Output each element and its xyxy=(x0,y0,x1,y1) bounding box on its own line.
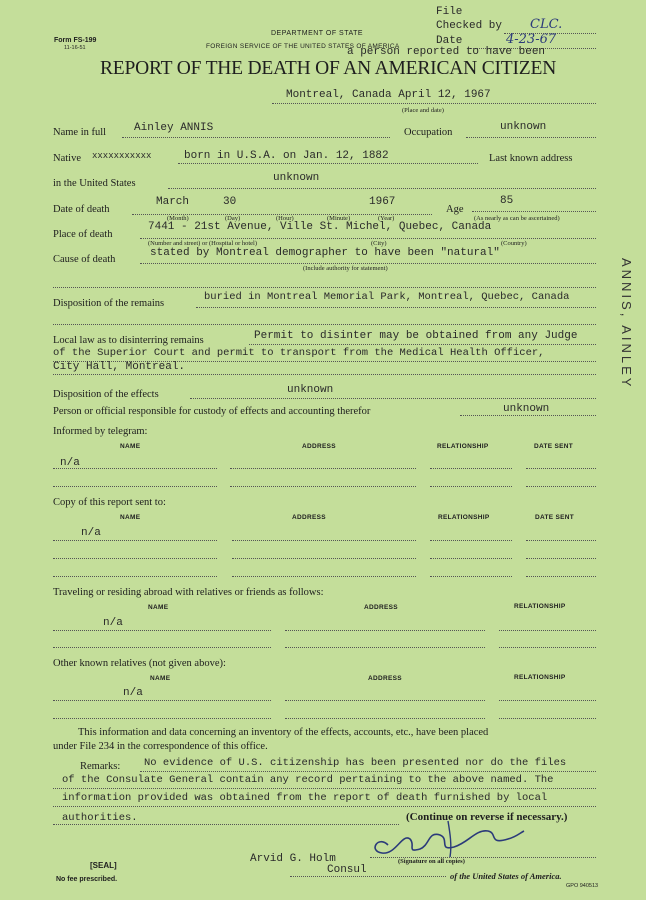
department: DEPARTMENT OF STATE xyxy=(271,30,364,37)
remarks-line-4: authorities. xyxy=(62,812,138,824)
occupation-line xyxy=(466,137,596,138)
occupation-value: unknown xyxy=(500,121,547,133)
traveling-label: Traveling or residing abroad with relatives or friends as follows: xyxy=(53,587,324,598)
fill-line xyxy=(499,630,596,631)
local-law-text-1: Permit to disinter may be obtained from any Judge xyxy=(254,330,578,342)
cause-of-death-line xyxy=(140,263,596,264)
custody-value: unknown xyxy=(503,403,550,415)
effects-value: unknown xyxy=(287,384,334,396)
native-label: Native xyxy=(53,153,81,164)
caption-minute: (Minute) xyxy=(327,215,351,222)
fill-line xyxy=(53,788,596,789)
signature-image xyxy=(358,815,528,861)
fill-line xyxy=(230,486,416,487)
fill-line xyxy=(53,468,217,469)
copy-col-address: ADDRESS xyxy=(292,514,326,521)
place-and-date: Montreal, Canada April 12, 1967 xyxy=(286,89,491,101)
name-line xyxy=(122,137,390,138)
in-us-label: in the United States xyxy=(53,178,136,189)
custody-label: Person or official responsible for custody of effects and accounting therefor xyxy=(53,406,371,417)
fill-line xyxy=(285,718,485,719)
traveling-col-name: NAME xyxy=(148,604,169,611)
age-label: Age xyxy=(446,204,464,215)
native-struck-text: xxxxxxxxxxx xyxy=(92,151,152,161)
traveling-na: n/a xyxy=(103,617,123,629)
remarks-line-1: No evidence of U.S. citizenship has been presented nor do the files xyxy=(144,757,567,769)
caption-year: (Year) xyxy=(378,215,395,222)
fill-line xyxy=(285,630,485,631)
cause-of-death-value: stated by Montreal demographer to have been "natural" xyxy=(150,247,500,259)
disposition-value: buried in Montreal Memorial Park, Montreal, Quebec, Canada xyxy=(204,291,570,303)
signer-name: Arvid G. Holm xyxy=(250,853,336,865)
effects-line xyxy=(190,398,596,399)
fill-line xyxy=(526,540,596,541)
caption-country: (Country) xyxy=(501,240,527,247)
info-line-1: This information and data concerning an inventory of the effects, accounts, etc., have been placed xyxy=(78,727,489,738)
place-of-death-value: 7441 - 21st Avenue, Ville St. Michel, Quebec, Canada xyxy=(148,221,492,233)
cause-of-death-label: Cause of death xyxy=(53,254,116,265)
signature-caption: (Signature on all copies) xyxy=(398,858,465,865)
fill-line xyxy=(53,486,217,487)
checked-date: 4-23-67 xyxy=(506,32,557,47)
occupation-label: Occupation xyxy=(404,127,453,138)
fill-line xyxy=(499,718,596,719)
page-title: REPORT OF THE DEATH OF AN AMERICAN CITIZEN xyxy=(100,58,557,79)
local-law-text-3: City Hall, Montreal. xyxy=(53,361,186,373)
disposition-extra-line xyxy=(53,324,596,325)
telegram-col-date-sent: DATE SENT xyxy=(534,443,574,450)
telegram-col-relationship: RELATIONSHIP xyxy=(437,443,489,450)
native-line xyxy=(178,163,478,164)
death-day: 30 xyxy=(223,196,237,208)
fill-line xyxy=(499,700,596,701)
fill-line xyxy=(232,576,416,577)
place-of-death-line xyxy=(140,238,596,239)
fill-line xyxy=(53,630,271,631)
fill-line xyxy=(230,468,416,469)
caption-age: (As nearly as can be ascertained) xyxy=(474,215,560,222)
fill-line xyxy=(526,576,596,577)
info-line-2: under File 234 in the correspondence of this office. xyxy=(53,741,268,752)
fill-line xyxy=(232,540,416,541)
fill-line xyxy=(430,558,512,559)
local-law-line-1 xyxy=(249,344,596,345)
native-value: born in U.S.A. on Jan. 12, 1882 xyxy=(184,150,389,162)
fill-line xyxy=(53,824,399,825)
local-law-line-3 xyxy=(53,374,596,375)
telegram-col-address: ADDRESS xyxy=(302,443,336,450)
other-col-relationship: RELATIONSHIP xyxy=(514,674,566,681)
fill-line xyxy=(53,718,271,719)
gpo-code: GPO 940513 xyxy=(566,883,599,889)
place-date-caption: (Place and date) xyxy=(402,107,444,114)
custody-line xyxy=(460,415,596,416)
fill-line xyxy=(430,486,512,487)
fill-line xyxy=(53,558,217,559)
traveling-col-relationship: RELATIONSHIP xyxy=(514,603,566,610)
date-label: Date xyxy=(436,35,463,47)
last-address-label: Last known address xyxy=(489,153,573,164)
caption-month: (Month) xyxy=(167,215,189,222)
death-year: 1967 xyxy=(369,196,396,208)
form-number: Form FS-199 xyxy=(54,37,97,44)
caption-day: (Day) xyxy=(225,215,241,222)
caption-authority: (Include authority for statement) xyxy=(303,265,388,272)
fill-line xyxy=(285,700,485,701)
checked-by-initials: CLC. xyxy=(530,17,563,32)
checked-by-label: Checked by xyxy=(436,20,503,32)
in-us-line xyxy=(168,188,596,189)
form-date: 11-16-51 xyxy=(64,45,86,51)
remarks-line-2: of the Consulate General contain any record pertaining to the above named. The xyxy=(62,774,554,786)
other-na: n/a xyxy=(123,687,143,699)
copy-col-name: NAME xyxy=(120,514,141,521)
fill-line xyxy=(53,806,596,807)
other-relatives-label: Other known relatives (not given above): xyxy=(53,658,226,669)
effects-label: Disposition of the effects xyxy=(53,389,159,400)
overtype-note: a person reported to have been xyxy=(347,46,546,58)
fill-line xyxy=(53,576,217,577)
telegram-na: n/a xyxy=(60,457,80,469)
file-label: File xyxy=(436,6,463,18)
fill-line xyxy=(526,468,596,469)
caption-street: (Number and street) or (Hospital or hotel) xyxy=(148,240,258,247)
fill-line xyxy=(53,647,271,648)
traveling-col-address: ADDRESS xyxy=(364,604,398,611)
signer-title: Consul xyxy=(327,864,367,876)
death-month: March xyxy=(156,196,190,208)
fill-line xyxy=(140,771,596,772)
caption-hour: (Hour) xyxy=(276,215,294,222)
place-of-death-label: Place of death xyxy=(53,229,113,240)
fill-line xyxy=(526,558,596,559)
copy-label: Copy of this report sent to: xyxy=(53,497,166,508)
name-label: Name in full xyxy=(53,127,107,138)
fill-line xyxy=(526,486,596,487)
continue-note: (Continue on reverse if necessary.) xyxy=(406,811,568,823)
no-fee-note: No fee prescribed. xyxy=(56,876,118,883)
fill-line xyxy=(53,540,217,541)
disposition-line xyxy=(196,307,596,308)
fill-line xyxy=(430,576,512,577)
title-line xyxy=(290,876,446,877)
local-law-label: Local law as to disinterring remains xyxy=(53,335,204,346)
caption-city: (City) xyxy=(371,240,387,247)
cause-extra-line xyxy=(53,287,596,288)
copy-col-date-sent: DATE SENT xyxy=(535,514,575,521)
seal-label: [SEAL] xyxy=(90,861,117,870)
fill-line xyxy=(53,700,271,701)
other-col-name: NAME xyxy=(150,675,171,682)
telegram-col-name: NAME xyxy=(120,443,141,450)
fill-line xyxy=(430,468,512,469)
date-of-death-label: Date of death xyxy=(53,204,110,215)
place-date-line xyxy=(272,103,596,104)
copy-col-relationship: RELATIONSHIP xyxy=(438,514,490,521)
disposition-label: Disposition of the remains xyxy=(53,298,165,309)
copy-na: n/a xyxy=(81,527,101,539)
age-line xyxy=(472,211,596,212)
fill-line xyxy=(430,540,512,541)
of-united-states: of the United States of America. xyxy=(450,871,562,881)
fill-line xyxy=(232,558,416,559)
fill-line xyxy=(499,647,596,648)
remarks-label: Remarks: xyxy=(80,761,121,772)
side-name-label: ANNIS, AINLEY xyxy=(619,258,634,390)
in-us-value: unknown xyxy=(273,172,320,184)
telegram-label: Informed by telegram: xyxy=(53,426,148,437)
other-col-address: ADDRESS xyxy=(368,675,402,682)
name-value: Ainley ANNIS xyxy=(134,122,214,134)
remarks-line-3: information provided was obtained from the report of death furnished by local xyxy=(62,792,548,804)
fill-line xyxy=(285,647,485,648)
service-line: FOREIGN SERVICE OF THE UNITED STATES OF AMERICA xyxy=(206,43,400,50)
local-law-text-2: of the Superior Court and permit to transport from the Medical Health Officer, xyxy=(53,347,545,359)
age-value: 85 xyxy=(500,195,514,207)
